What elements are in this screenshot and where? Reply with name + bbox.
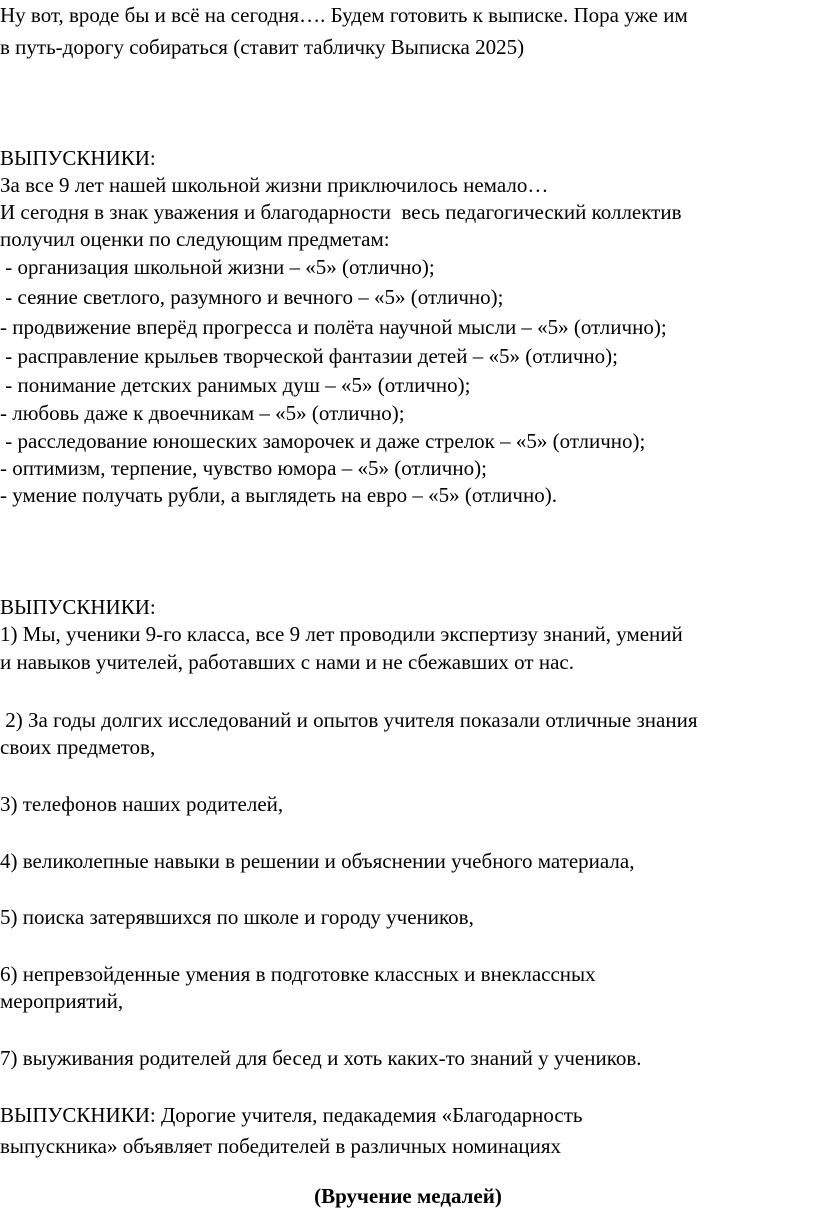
intro-line-1: Ну вот, вроде бы и всё на сегодня…. Будем готовить к выписке. Пора уже им (0, 3, 688, 27)
section1-line: За все 9 лет нашей школьной жизни приключилось немало… (0, 173, 549, 197)
list-item-5: 5) поиска затерявшихся по школе и городу учеников, (0, 905, 474, 929)
section1-speaker: ВЫПУСКНИКИ: (0, 146, 156, 170)
grade-item: - расследование юношеских заморочек и даже стрелок – «5» (отлично); (0, 429, 646, 453)
grade-item: - продвижение вперёд прогресса и полёта научной мысли – «5» (отлично); (0, 315, 667, 339)
intro-line-2: в путь-дорогу собираться (ставит табличку Выписка 2025) (0, 35, 525, 59)
list-item-3: 3) телефонов наших родителей, (0, 792, 284, 816)
list-item-4: 4) великолепные навыки в решении и объяснении учебного материала, (0, 849, 635, 873)
list-item-2-line-1: 2) За годы долгих исследований и опытов учителя показали отличные знания (0, 708, 698, 732)
list-item-1-line-2: и навыков учителей, работавших с нами и не сбежавших от нас. (0, 650, 574, 674)
grade-item: - оптимизм, терпение, чувство юмора – «5» (отлично); (0, 456, 487, 480)
list-item-6-line-1: 6) непревзойденные умения в подготовке классных и внеклассных (0, 962, 596, 986)
grade-item: - организация школьной жизни – «5» (отлично); (0, 255, 435, 279)
list-item-2-line-2: своих предметов, (0, 735, 156, 759)
section1-line: И сегодня в знак уважения и благодарности весь педагогический коллектив (0, 200, 682, 224)
section3-line-1: ВЫПУСКНИКИ: Дорогие учителя, педакадемия «Благодарность (0, 1103, 583, 1127)
section3-line-2: выпускника» объявляет победителей в различных номинациях (0, 1134, 562, 1158)
section2-speaker: ВЫПУСКНИКИ: (0, 595, 156, 619)
grade-item: - умение получать рубли, а выглядеть на евро – «5» (отлично). (0, 483, 557, 507)
list-item-6-line-2: мероприятий, (0, 989, 124, 1013)
stage-direction-caption: (Вручение медалей) (314, 1184, 502, 1208)
list-item-1-line-1: 1) Мы, ученики 9-го класса, все 9 лет проводили экспертизу знаний, умений (0, 622, 683, 646)
list-item-7: 7) выуживания родителей для бесед и хоть каких-то знаний у учеников. (0, 1046, 642, 1070)
grade-item: - расправление крыльев творческой фантазии детей – «5» (отлично); (0, 344, 618, 368)
grade-item: - понимание детских ранимых душ – «5» (отлично); (0, 373, 471, 397)
section1-line: получил оценки по следующим предметам: (0, 227, 390, 251)
grade-item: - любовь даже к двоечникам – «5» (отлично); (0, 401, 405, 425)
grade-item: - сеяние светлого, разумного и вечного – «5» (отлично); (0, 285, 504, 309)
